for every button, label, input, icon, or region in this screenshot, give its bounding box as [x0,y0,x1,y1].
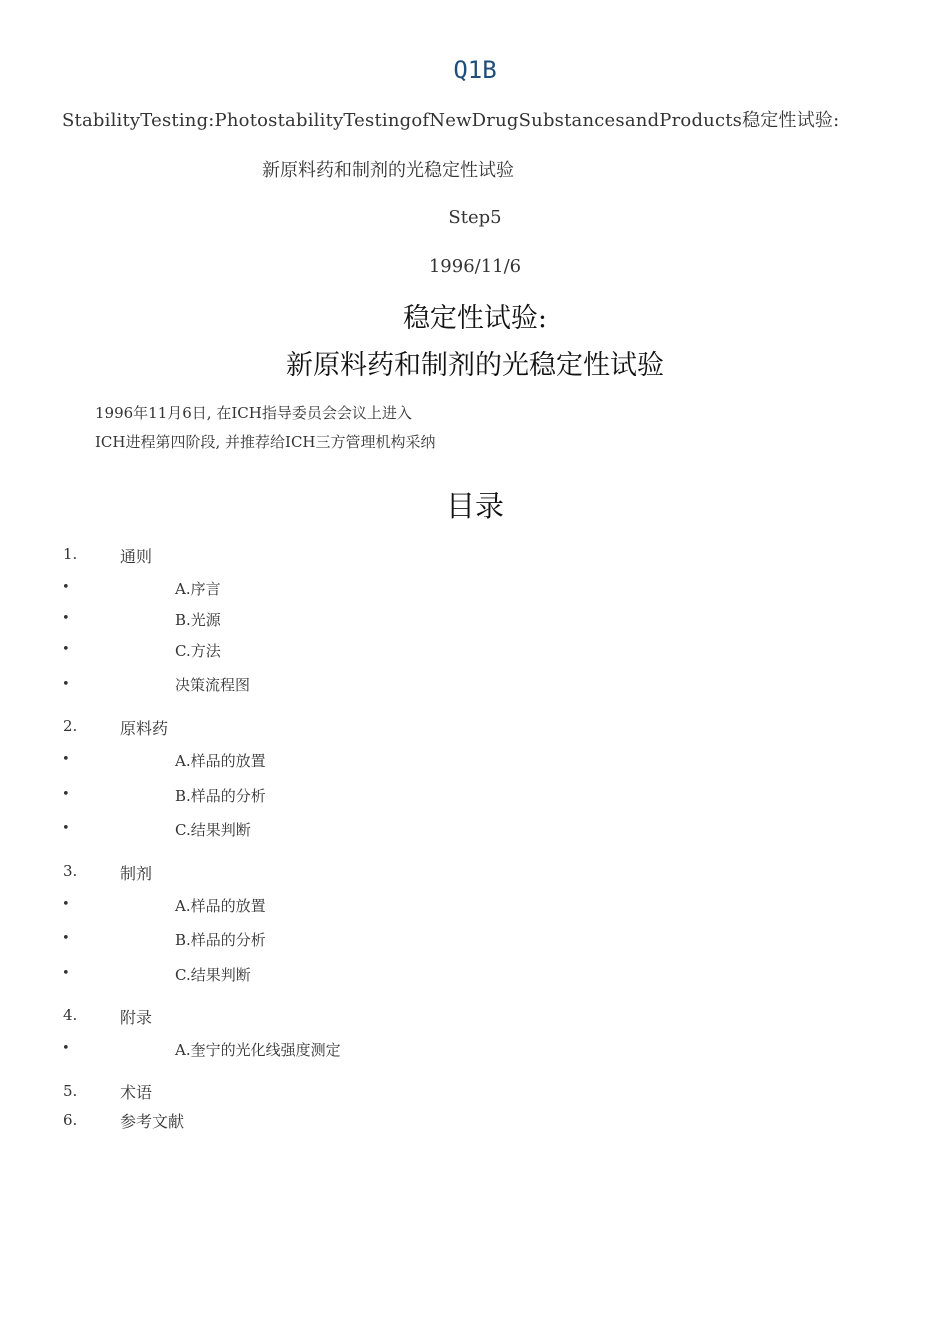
toc-subitem: B.光源 [175,611,221,629]
bullet-icon: • [62,677,70,692]
adoption-note-line-2: ICH进程第四阶段, 并推荐给ICH三方管理机构采纳 [95,433,436,451]
toc-section-title: 术语 [120,1083,153,1102]
toc-subitem: C.方法 [175,642,221,660]
toc-subitem: C.结果判断 [175,821,251,839]
toc-section-title: 原料药 [120,719,169,738]
toc-section-title: 制剂 [120,864,153,883]
bullet-icon: • [62,931,70,946]
toc-section-number: 3. [63,862,78,880]
toc-subitem: A.序言 [175,580,221,598]
bullet-icon: • [62,897,70,912]
toc-section-number: 2. [63,717,78,735]
step-label: Step5 [448,207,502,228]
document-title: StabilityTesting:PhotostabilityTestingofNewDrugSubstancesandProducts稳定性试验: [62,110,840,131]
document-code: Q1B [453,56,497,84]
toc-section-title: 附录 [120,1008,153,1027]
main-title-line-2: 新原料药和制剂的光稳定性试验 [286,350,664,381]
toc-heading: 目录 [445,489,504,523]
toc-section-title: 通则 [120,547,153,566]
toc-section-number: 1. [63,545,78,563]
bullet-icon: • [62,1041,70,1056]
toc-subitem: 决策流程图 [175,676,251,694]
document-subtitle: 新原料药和制剂的光稳定性试验 [262,160,514,181]
toc-section-number: 4. [63,1006,78,1024]
bullet-icon: • [62,787,70,802]
bullet-icon: • [62,752,70,767]
toc-subitem: C.结果判断 [175,966,251,984]
main-title-line-1: 稳定性试验: [402,303,548,334]
toc-section-number: 5. [63,1082,78,1100]
bullet-icon: • [62,966,70,981]
toc-subitem: A.奎宁的光化线强度测定 [175,1041,341,1059]
bullet-icon: • [62,821,70,836]
bullet-icon: • [62,580,70,595]
toc-subitem: A.样品的放置 [175,897,266,915]
document-date: 1996/11/6 [428,256,522,277]
bullet-icon: • [62,611,70,626]
toc-section-number: 6. [63,1111,78,1129]
toc-section-title: 参考文献 [120,1112,185,1131]
bullet-icon: • [62,642,70,657]
toc-subitem: A.样品的放置 [175,752,266,770]
adoption-note-line-1: 1996年11月6日, 在ICH指导委员会会议上进入 [95,404,412,422]
toc-subitem: B.样品的分析 [175,931,266,949]
toc-subitem: B.样品的分析 [175,787,266,805]
